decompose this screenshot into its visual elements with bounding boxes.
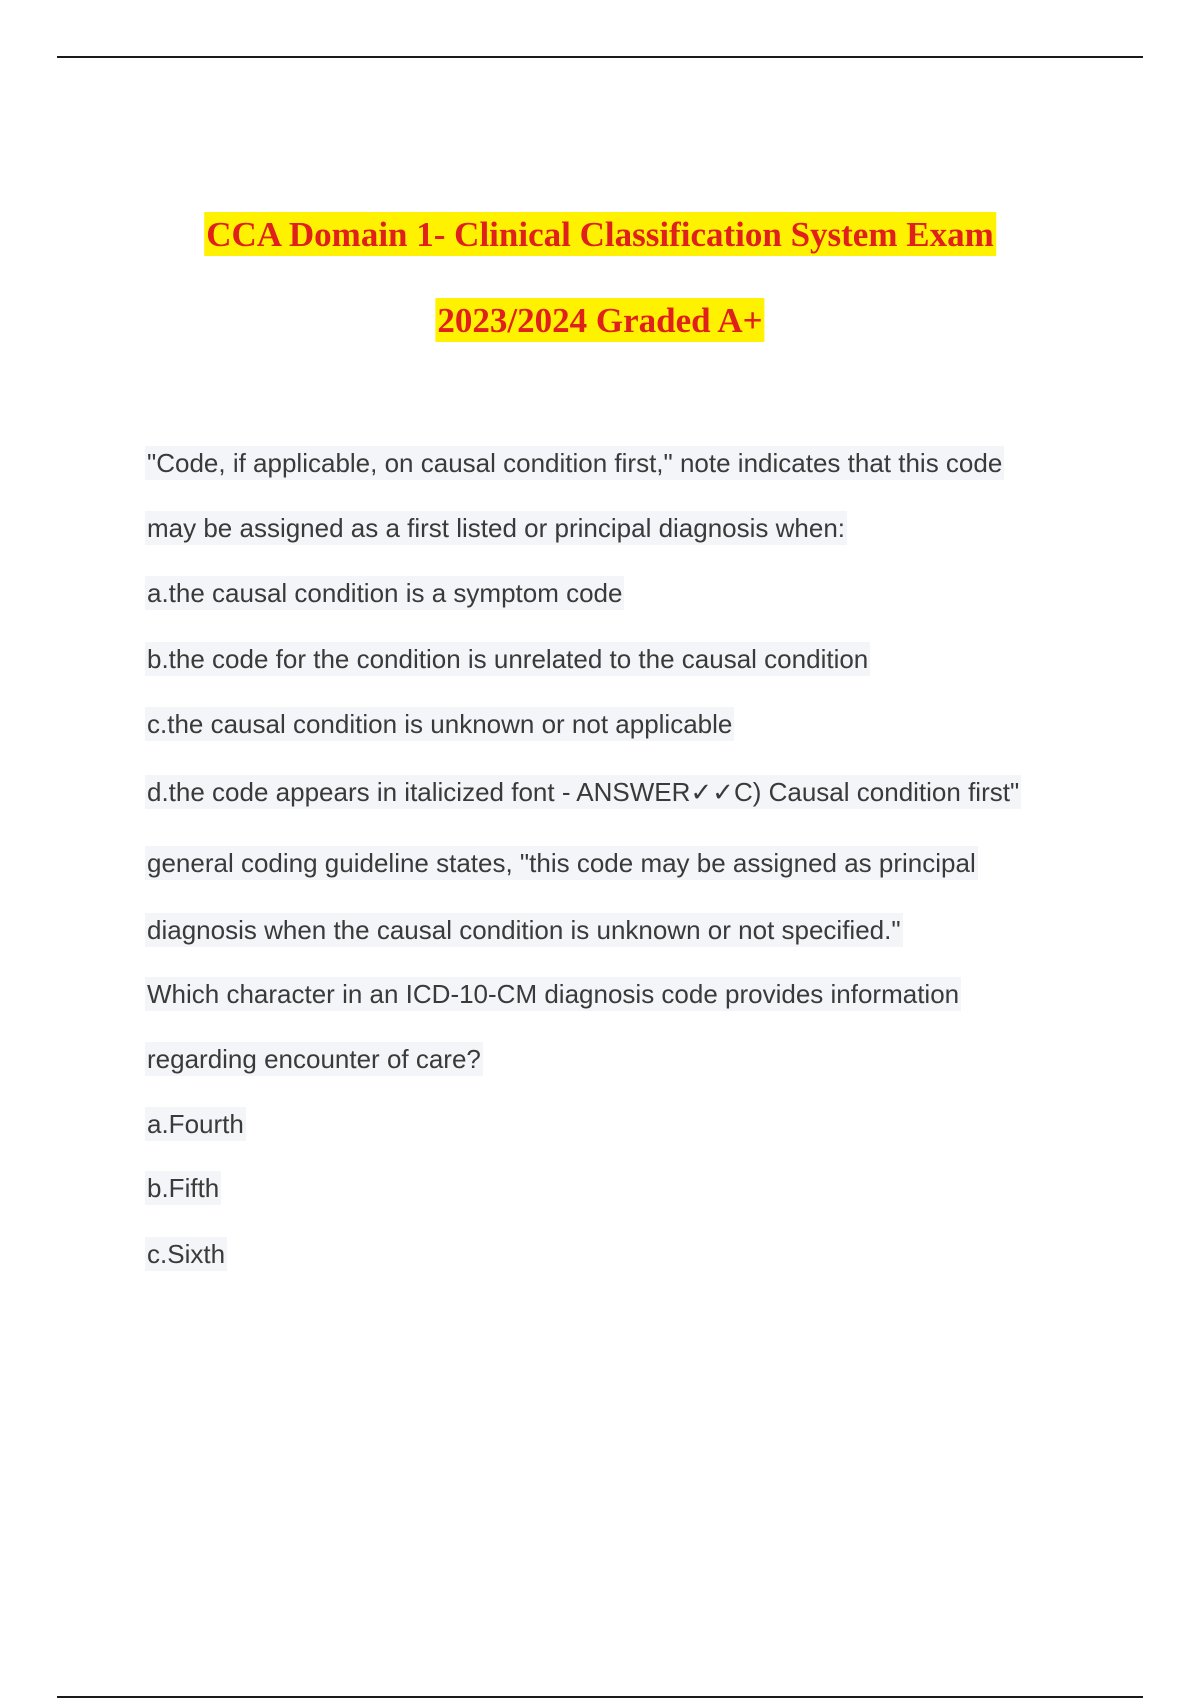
text-line: regarding encounter of care? (147, 1044, 481, 1074)
text-line: diagnosis when the causal condition is unknown or not specified." (147, 915, 901, 945)
text-line: a.the causal condition is a symptom code (147, 578, 623, 608)
text-line: b.the code for the condition is unrelated to the causal condition (147, 644, 869, 674)
text-line: c.the causal condition is unknown or not applicable (147, 709, 733, 739)
text-line: "Code, if applicable, on causal condition first," note indicates that this code (147, 448, 1003, 478)
top-rule (57, 56, 1143, 58)
text-line: d.the code appears in italicized font - ANSWER✓✓C) Causal condition first" (147, 777, 1020, 807)
bottom-rule (57, 1696, 1143, 1698)
text-line: b.Fifth (147, 1173, 220, 1203)
text-line: general coding guideline states, "this code may be assigned as principal (147, 848, 976, 878)
title-line-1: CCA Domain 1- Clinical Classification System Exam (204, 212, 996, 256)
text-line: c.Sixth (147, 1239, 226, 1269)
text-line: a.Fourth (147, 1109, 244, 1139)
text-line: Which character in an ICD-10-CM diagnosis code provides information (147, 979, 960, 1009)
text-line: may be assigned as a first listed or principal diagnosis when: (147, 513, 846, 543)
title-line-2: 2023/2024 Graded A+ (435, 298, 764, 342)
